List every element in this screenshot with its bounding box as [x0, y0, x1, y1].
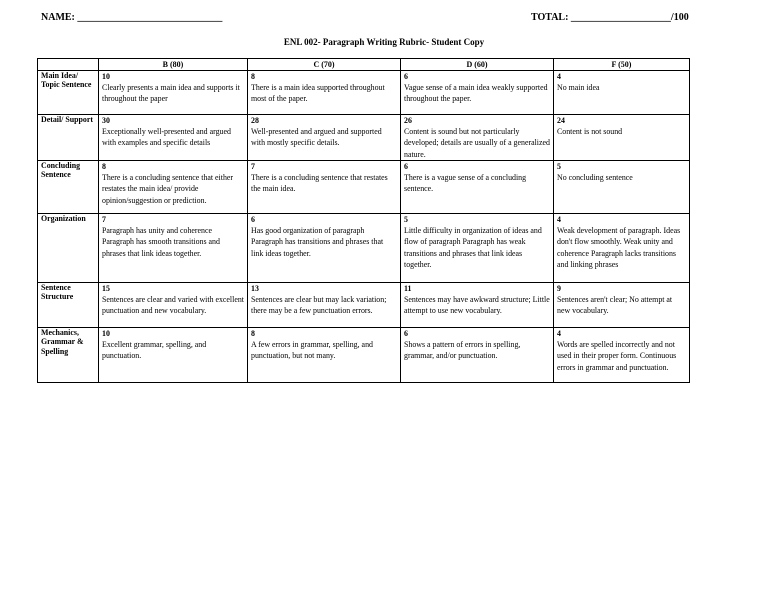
cell-score: 13	[251, 283, 259, 293]
table-cell	[248, 115, 401, 161]
table-row	[38, 213, 690, 282]
cell-description: Sentences are clear but may lack variation; there may be a few punctuation errors.	[251, 295, 387, 316]
cell-score: 10	[102, 328, 110, 338]
table-cell	[401, 213, 554, 282]
table-cell	[99, 115, 248, 161]
cell-score: 4	[557, 214, 561, 224]
cell-description: Has good organization of paragraph Paragraph has transitions and phrases that link ideas together.	[251, 226, 384, 258]
table-cell	[248, 282, 401, 327]
table-row	[38, 115, 690, 161]
cell-score: 30	[102, 116, 110, 125]
cell-score: 6	[251, 214, 255, 224]
cell-description: Words are spelled incorrectly and not used in their proper form. Continuous errors in grammar and punctuation.	[557, 340, 677, 372]
cell-score: 24	[557, 116, 565, 125]
table-cell	[99, 71, 248, 115]
cell-score: 6	[404, 72, 408, 81]
cell-score: 5	[404, 214, 408, 224]
rubric-table	[37, 58, 690, 383]
cell-description: Weak development of paragraph. Ideas don't flow smoothly. Weak unity and coherence Paragraph lacks transitions and linking phrases	[557, 226, 681, 269]
row-category: Main Idea/ Topic Sentence	[38, 71, 99, 115]
cell-description: A few errors in grammar, spelling, and punctuation, but not many.	[251, 340, 373, 361]
cell-description: Sentences may have awkward structure; Little attempt to use new vocabulary.	[404, 295, 550, 316]
column-header-b: B (80)	[99, 59, 248, 71]
column-header-d: D (60)	[401, 59, 554, 71]
table-row	[38, 71, 690, 115]
table-cell	[99, 327, 248, 382]
table-cell	[401, 282, 554, 327]
table-cell	[248, 160, 401, 213]
cell-score: 8	[102, 161, 106, 171]
cell-description: There is a main idea supported throughout most of the paper.	[251, 83, 385, 104]
cell-score: 5	[557, 161, 561, 171]
table-cell	[248, 71, 401, 115]
cell-description: Content is not sound	[557, 127, 623, 137]
table-cell	[99, 213, 248, 282]
total-field: TOTAL: ____________________/100	[531, 12, 689, 23]
cell-score: 6	[404, 161, 408, 171]
cell-description: Excellent grammar, spelling, and punctuation.	[102, 340, 207, 361]
row-category: Concluding Sentence	[38, 160, 99, 213]
cell-description: Sentences are clear and varied with excellent punctuation and new vocabulary.	[102, 295, 244, 316]
name-field: NAME: _____________________________	[41, 12, 223, 23]
table-cell	[401, 115, 554, 161]
cell-score: 6	[404, 328, 408, 338]
cell-description: Sentences aren't clear; No attempt at new vocabulary.	[557, 295, 673, 316]
table-cell	[99, 282, 248, 327]
cell-score: 11	[404, 283, 412, 293]
row-category: Detail/ Support	[38, 115, 99, 161]
table-cell	[401, 327, 554, 382]
cell-description: There is a vague sense of a concluding sentence.	[404, 173, 527, 194]
cell-score: 10	[102, 72, 110, 81]
cell-description: Little difficulty in organization of ideas and flow of paragraph Paragraph has weak transitions and phrases that link ideas together.	[404, 226, 542, 269]
column-header-f: F (50)	[554, 59, 690, 71]
cell-description: Well-presented and argued and supported with mostly specific details.	[251, 127, 382, 148]
table-header-row	[38, 59, 690, 71]
table-cell	[99, 160, 248, 213]
cell-description: There is a concluding sentence that either restates the main idea/ provide opinion/suggestion or prediction.	[102, 173, 234, 205]
cell-description: No concluding sentence	[557, 173, 633, 183]
table-row	[38, 160, 690, 213]
table-cell	[248, 327, 401, 382]
row-category: Organization	[38, 213, 99, 282]
column-header-category	[38, 59, 99, 71]
cell-score: 4	[557, 72, 561, 81]
table-cell	[554, 327, 690, 382]
cell-description: Paragraph has unity and coherence Paragraph has smooth transitions and phrases that link ideas together.	[102, 226, 220, 258]
table-row	[38, 282, 690, 327]
table-cell	[248, 213, 401, 282]
cell-score: 8	[251, 72, 255, 81]
cell-score: 28	[251, 116, 259, 125]
cell-score: 9	[557, 283, 561, 293]
cell-score: 15	[102, 283, 110, 293]
table-row	[38, 327, 690, 382]
table-cell	[401, 71, 554, 115]
cell-description: Clearly presents a main idea and supports it throughout the paper	[102, 83, 240, 104]
column-header-c: C (70)	[248, 59, 401, 71]
cell-description: Exceptionally well-presented and argued with examples and specific details	[102, 127, 231, 148]
table-cell	[554, 115, 690, 161]
cell-score: 26	[404, 116, 412, 125]
cell-score: 7	[251, 161, 255, 171]
cell-score: 8	[251, 328, 255, 338]
table-cell	[554, 213, 690, 282]
page-title: ENL 002- Paragraph Writing Rubric- Student Copy	[283, 37, 485, 47]
table-cell	[554, 282, 690, 327]
cell-description: No main idea	[557, 83, 600, 93]
table-cell	[401, 160, 554, 213]
cell-description: Content is sound but not particularly developed; details are usually of a generalized nature.	[404, 127, 550, 159]
cell-description: There is a concluding sentence that restates the main idea.	[251, 173, 388, 194]
row-category: Mechanics, Grammar & Spelling	[38, 327, 99, 382]
cell-score: 4	[557, 328, 561, 338]
row-category: Sentence Structure	[38, 282, 99, 327]
table-cell	[554, 71, 690, 115]
cell-description: Shows a pattern of errors in spelling, grammar, and/or punctuation.	[404, 340, 521, 361]
table-cell	[554, 160, 690, 213]
cell-description: Vague sense of a main idea weakly supported throughout the paper.	[404, 83, 548, 104]
cell-score: 7	[102, 214, 106, 224]
